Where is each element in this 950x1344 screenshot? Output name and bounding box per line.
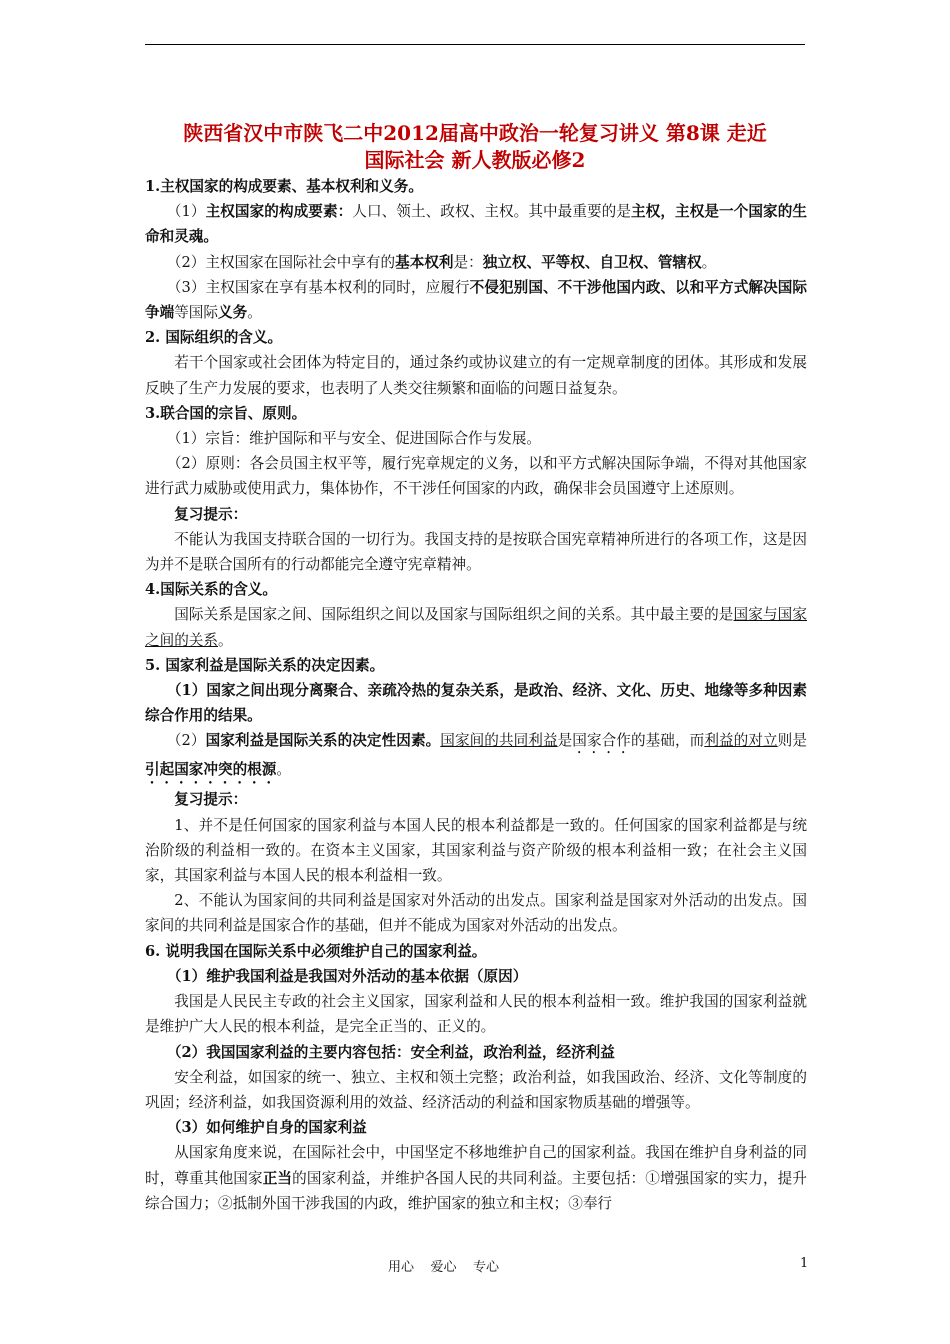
document-body xyxy=(145,174,807,1216)
section-5-tip-label: 复习提示： xyxy=(174,791,248,809)
document-title xyxy=(140,120,810,174)
section-5-tip-1: 1、并不是任何国家的国家利益与本国人民的根本利益都是一致的。任何国家的国家利益都是与统治阶级的利益相一致的。在资本主义国家，其国家利益与资产阶级的根本利益相一致；在社会主义国家，其国家利益与本国人民的根本利益相一致。 xyxy=(145,816,807,885)
section-1-para-3: （3）主权国家在享有基本权利的同时，应履行不侵犯别国、不干涉他国内政、以和平方式解决国际争端等国际义务。 xyxy=(145,278,807,322)
section-3-para-1: （1）宗旨：维护国际和平与安全、促进国际合作与发展。 xyxy=(166,430,542,448)
section-6-heading: 6. 说明我国在国际关系中必须维护自己的国家利益。 xyxy=(145,942,487,960)
footer-motto: 用心 爱心 专心 xyxy=(388,1260,500,1275)
page-number: 1 xyxy=(800,1256,809,1271)
section-5-para-2: （2）国家利益是国际关系的决定性因素。国家间的共同利益是国家合作的基础，而利益的对立则是引起国家冲突的根源。 xyxy=(145,732,807,779)
section-3-tip: 不能认为我国支持联合国的一切行为。我国支持的是按联合国宪章精神所进行的各项工作，这是因为并不是联合国所有的行动都能完全遵守宪章精神。 xyxy=(145,530,807,574)
section-3-para-2: （2）原则：各会员国主权平等，履行宪章规定的义务，以和平方式解决国际争端，不得对其他国家进行武力威胁或使用武力，集体协作，不干涉任何国家的内政，确保非会员国遵守上述原则。 xyxy=(145,455,807,498)
section-1-para-1: （1）主权国家的构成要素：人口、领土、政权、主权。其中最重要的是主权，主权是一个国家的生命和灵魂。 xyxy=(145,203,807,246)
section-6-sub-2: （2）我国国家利益的主要内容包括：安全利益，政治利益，经济利益 xyxy=(166,1043,615,1061)
section-6-sub-1: （1）维护我国利益是我国对外活动的基本依据（原因） xyxy=(166,967,528,985)
title-line-2: 国际社会 新人教版必修2 xyxy=(364,148,586,172)
section-6-sub-3: （3）如何维护自身的国家利益 xyxy=(166,1119,367,1137)
section-6-para-1: 我国是人民民主专政的社会主义国家，国家利益和人民的根本利益相一致。维护我国的国家利益就是维护广大人民的根本利益，是完全正当的、正义的。 xyxy=(145,993,807,1036)
section-6-para-3: 从国家角度来说，在国际社会中，中国坚定不移地维护自己的国家利益。我国在维护自身利益的同时，尊重其他国家正当的国家利益，并维护各国人民的共同利益。主要包括：①增强国家的实力，提升综合国力；②抵制外国干涉我国的内政，维护国家的独立和主权；③奉行 xyxy=(145,1144,807,1212)
section-4-para-1: 国际关系是国家之间、国际组织之间以及国家与国际组织之间的关系。其中最主要的是国家与国家之间的关系。 xyxy=(145,606,807,649)
section-2-heading: 2. 国际组织的含义。 xyxy=(145,329,283,347)
section-1-heading: 1.主权国家的构成要素、基本权利和义务。 xyxy=(145,178,423,195)
section-5-tip-2: 2、不能认为国家间的共同利益是国家对外活动的出发点。国家利益是国家对外活动的出发点。国家间的共同利益是国家合作的基础，但并不能成为国家对外活动的出发点。 xyxy=(145,892,807,935)
section-1-para-2: （2）主权国家在国际社会中享有的基本权利是：独立权、平等权、自卫权、管辖权。 xyxy=(166,253,717,271)
section-5-para-1: （1）国家之间出现分离聚合、亲疏冷热的复杂关系，是政治、经济、文化、历史、地缘等多种因素综合作用的结果。 xyxy=(145,682,807,725)
section-3-heading: 3.联合国的宗旨、原则。 xyxy=(145,404,307,422)
section-4-heading: 4.国际关系的含义。 xyxy=(145,581,277,599)
section-3-tip-label: 复习提示： xyxy=(174,505,248,523)
header-rule xyxy=(145,44,805,45)
section-5-heading: 5. 国家利益是国际关系的决定因素。 xyxy=(145,656,385,674)
section-2-para-1: 若干个国家或社会团体为特定目的，通过条约或协议建立的有一定规章制度的团体。其形成和发展反映了生产力发展的要求，也表明了人类交往频繁和面临的问题日益复杂。 xyxy=(145,354,807,397)
section-6-para-2: 安全利益，如国家的统一、独立、主权和领土完整；政治利益，如我国政治、经济、文化等制度的巩固；经济利益，如我国资源利用的效益、经济活动的利益和国家物质基础的增强等。 xyxy=(145,1068,807,1111)
title-line-1: 陕西省汉中市陕飞二中2012届高中政治一轮复习讲义 第8课 走近 xyxy=(183,121,767,145)
